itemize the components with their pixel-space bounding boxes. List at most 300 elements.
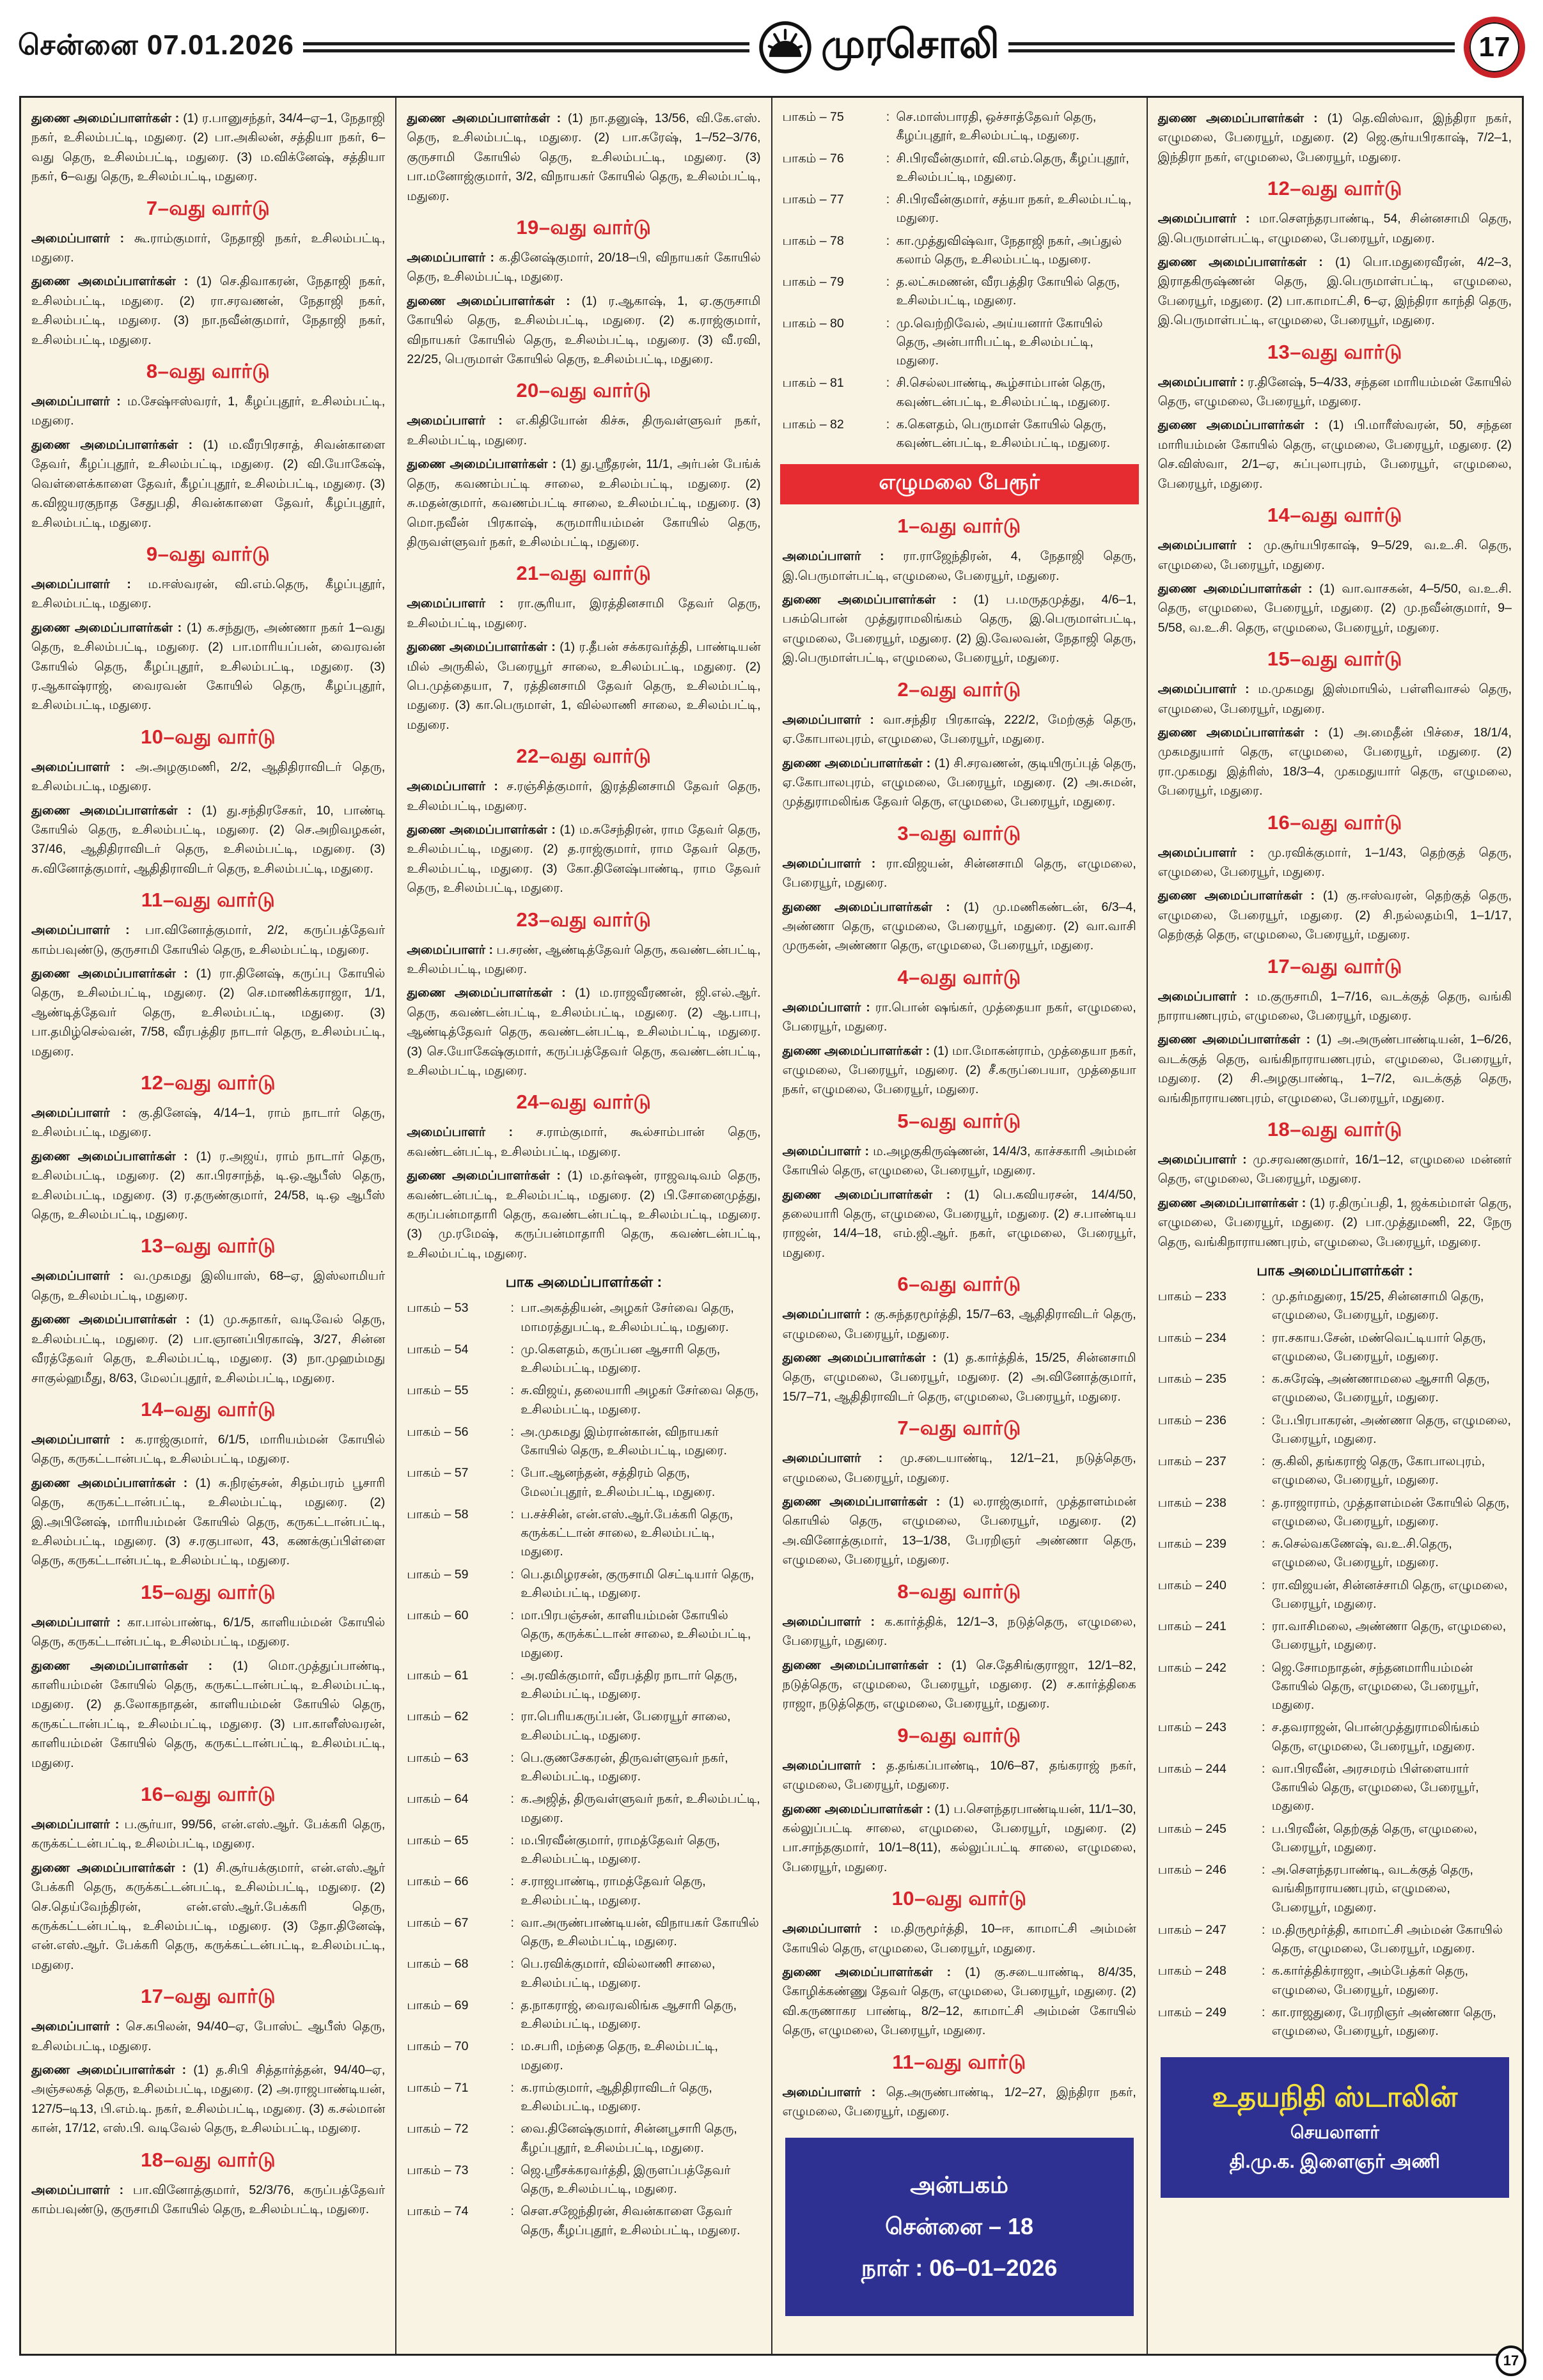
part-row bbox=[783, 108, 1136, 146]
organizer-label: அமைப்பாளர் : bbox=[1157, 212, 1250, 226]
part-text: ச.ராஜபாண்டி, ராமத்தேவர் தெரு, உசிலம்பட்டி, மதுரை. bbox=[521, 1874, 706, 1908]
organizer-label: துணை அமைப்பாளர்கள் : bbox=[1157, 725, 1319, 740]
organizer-paragraph bbox=[31, 2181, 385, 2220]
part-number: பாகம் – 80 bbox=[782, 316, 844, 331]
organizer-paragraph bbox=[31, 1103, 385, 1142]
organizer-text: வ.முகமது இலியாஸ், 68–ஏ, இஸ்லாமியர் தெரு, உசிலம்பட்டி, மதுரை. bbox=[31, 1269, 386, 1303]
organizer-label: அமைப்பாளர் : bbox=[31, 2019, 120, 2034]
ward-heading: 12–வது வார்டு bbox=[1267, 177, 1402, 200]
part-row bbox=[1158, 1412, 1512, 1449]
ward-heading: 1–வது வார்டு bbox=[897, 515, 1021, 538]
part-colon: : bbox=[1262, 1413, 1265, 1427]
part-row bbox=[407, 1566, 760, 1603]
organizer-label: துணை அமைப்பாளர்கள் : bbox=[1157, 1032, 1311, 1047]
organizer-label: துணை அமைப்பாளர்கள் : bbox=[1157, 111, 1318, 125]
organizer-text: (1) ம.ராஜவீரணன், ஜி.எல்.ஆர். தெரு, கவண்டன்பட்டி, உசிலம்பட்டி, மதுரை. (2) ஆ.பாபு, ஆண்டித்தேவர் தெரு, கவண்டன்பட்டி, உசிலம்பட்டி, மதுரை. (3) செ.யோகேஷ்குமார், கருப்பத்தேவர் தெரு, கவண்டன்பட்டி, உசிலம்பட்டி, மதுரை. bbox=[407, 986, 761, 1078]
part-number: பாகம் – 74 bbox=[407, 2204, 469, 2219]
organizer-paragraph bbox=[31, 1474, 385, 1571]
part-text: பெ.தமிழரசன், குருசாமி செட்டியார் தெரு, உசிலம்பட்டி, மதுரை. bbox=[521, 1567, 755, 1600]
part-text: சி.செல்லபாண்டி, கூழ்சாம்பான் தெரு, கவுண்டன்பட்டி, உசிலம்பட்டி, மதுரை. bbox=[896, 376, 1111, 409]
organizer-label: துணை அமைப்பாளர்கள் : bbox=[31, 1149, 188, 1163]
organizer-paragraph bbox=[407, 983, 760, 1080]
organizer-paragraph bbox=[1158, 416, 1512, 494]
part-number: பாகம் – 55 bbox=[407, 1383, 469, 1398]
part-row bbox=[407, 2120, 760, 2158]
organizer-label: துணை அமைப்பாளர்கள் : bbox=[407, 293, 570, 308]
organizer-label: துணை அமைப்பாளர்கள் : bbox=[782, 756, 931, 770]
part-text: த.நாகராஜ், வைரவலிங்க ஆசாரி தெரு, உசிலம்பட்டி, மதுரை. bbox=[521, 1998, 737, 2032]
organizer-text: (1) ர.தீபன் சக்கரவர்த்தி, பாண்டியன் மில் அருகில், பேரையூர் சாலை, உசிலம்பட்டி, மதுரை. (2) பெ.முத்தையா, 7, ரத்தினசாமி தேவர் தெரு, உசிலம்பட்டி, மதுரை. (3) கா.பெருமாள், 1, வில்லாணி சாலை, உசிலம்பட்டி, மதுரை. bbox=[407, 640, 761, 732]
part-row bbox=[407, 2037, 760, 2075]
part-colon: : bbox=[886, 233, 890, 248]
organizer-label: அமைப்பாளர் : bbox=[31, 1817, 120, 1832]
part-colon: : bbox=[1262, 1720, 1265, 1735]
part-row bbox=[407, 1667, 760, 1704]
part-number: பாகம் – 71 bbox=[407, 2080, 469, 2095]
organizer-label: அமைப்பாளர் : bbox=[1157, 538, 1252, 553]
part-row bbox=[407, 1299, 760, 1337]
organizer-label: துணை அமைப்பாளர்கள் : bbox=[782, 1658, 942, 1672]
organizer-label: அமைப்பாளர் : bbox=[1157, 1153, 1247, 1167]
part-text: ச.தவராஜன், பொன்முத்துராமலிங்கம் தெரு, எழுமலை, பேரையூர், மதுரை. bbox=[1271, 1720, 1480, 1754]
part-text: ரா.விஜயன், சின்னச்சாமி தெரு, எழுமலை, பேரையூர், மதுரை. bbox=[1271, 1578, 1508, 1611]
part-colon: : bbox=[1262, 1578, 1265, 1592]
column-2 bbox=[396, 98, 772, 2354]
organizer-label: அமைப்பாளர் : bbox=[782, 1451, 883, 1466]
part-text: சு.விஜய், தலையாரி அழகர் சேர்வை தெரு, உசிலம்பட்டி, மதுரை. bbox=[521, 1383, 759, 1417]
organizer-paragraph bbox=[783, 1348, 1136, 1406]
organizer-paragraph bbox=[783, 1449, 1136, 1488]
part-number: பாகம் – 247 bbox=[1157, 1922, 1226, 1937]
organizer-text: (1) மு.சுதாகர், வடிவேல் தெரு, உசிலம்பட்டி, மதுரை. (2) பா.ஞானப்பிரகாஷ், 3/27, சின்ன வீரத்தேவர் தெரு, உசிலம்பட்டி, மதுரை. (3) நா.முஹம்மது சாகுல்ஹமீது, 8/63, மேலப்புதூர், உசிலம்பட்டி, மதுரை. bbox=[31, 1312, 386, 1385]
organizer-label: அமைப்பாளர் : bbox=[782, 1144, 869, 1158]
organizer-label: துணை அமைப்பாளர்கள் : bbox=[407, 986, 566, 1000]
part-colon: : bbox=[510, 1998, 514, 2012]
part-row bbox=[407, 1464, 760, 1502]
ward-heading: 20–வது வார்டு bbox=[516, 379, 652, 402]
part-row bbox=[407, 2079, 760, 2117]
organizer-label: துணை அமைப்பாளர்கள் : bbox=[1157, 1195, 1306, 1210]
part-text: பெ.ரவிக்குமார், வில்லாணி சாலை, உசிலம்பட்டி, மதுரை. bbox=[521, 1957, 716, 1990]
organizer-paragraph bbox=[31, 1430, 385, 1469]
part-colon: : bbox=[510, 1957, 514, 1972]
part-row bbox=[783, 273, 1136, 311]
part-row bbox=[1158, 1576, 1512, 1614]
organizer-text: ம.சேஷ்ஈஸ்வரர், 1, கீழப்புதூர், உசிலம்பட்டி, மதுரை. bbox=[31, 394, 386, 428]
ward-heading: 16–வது வார்டு bbox=[141, 1783, 276, 1805]
organizer-label: அமைப்பாளர் : bbox=[782, 549, 884, 564]
organizer-text: (1) ரா.தினேஷ், கருப்பு கோயில் தெரு, உசிலம்பட்டி, மதுரை. (2) செ.மாணிக்கராஜா, 1/1, ஆண்டித்தேவர் தெரு, உசிலம்பட்டி, மதுரை. (3) பா.தமிழ்செல்வன், 7/58, வீரபத்திர நாடார் தெரு, உசிலம்பட்டி, மதுரை. bbox=[31, 967, 386, 1059]
part-number: பாகம் – 56 bbox=[407, 1424, 469, 1439]
organizer-label: அமைப்பாளர் : bbox=[782, 856, 876, 871]
organizer-text: (1) பெ.கவியரசன், 14/4/50, தலையாரி தெரு, எழுமலை, பேரையூர், மதுரை. (2) ச.பாண்டிய ராஜன், 14/4–18, எம்.ஜி.ஆர். நகர், எழுமலை, பேரையூர், மதுரை. bbox=[782, 1187, 1136, 1260]
organizer-text: (1) து.சந்திரசேகர், 10, பாண்டி கோயில் தெரு, உசிலம்பட்டி, மதுரை. (2) செ.அறிவழகன், 37/46, ஆதிதிராவிடர் தெரு, உசிலம்பட்டி, மதுரை. (3) சு.வினோத்குமார், ஆதிதிராவிடர் தெரு, உசிலம்பட்டி, மதுரை. bbox=[31, 803, 386, 876]
organizer-paragraph bbox=[31, 109, 385, 187]
organizer-label: அமைப்பாளர் : bbox=[31, 2182, 124, 2197]
ward-heading: 11–வது வார்டு bbox=[141, 889, 276, 912]
organizer-text: ம.அழகுகிருஷ்ணன், 14/4/3, காச்சகாரி அம்மன் கோயில் தெரு, எழுமலை, பேரையூர், மதுரை. bbox=[782, 1144, 1136, 1178]
column-1 bbox=[21, 98, 396, 2354]
organizer-paragraph bbox=[783, 1963, 1136, 2041]
part-row bbox=[407, 2161, 760, 2199]
part-number: பாகம் – 82 bbox=[782, 417, 844, 432]
notice-line: நாள் : 06–01–2026 bbox=[861, 2255, 1058, 2281]
part-colon: : bbox=[510, 1792, 514, 1807]
organizer-paragraph bbox=[1158, 723, 1512, 801]
masthead-rule-left bbox=[303, 42, 749, 52]
organizer-text: (1) சி.சூர்யக்குமார், என்.எஸ்.ஆர் பேக்கரி தெரு, கருக்கட்டன்பட்டி, உசிலம்பட்டி, மதுரை. (2) செ.தெய்வேந்திரன், என்.எஸ்.ஆர்.பேக்கரி தெரு, கருக்கட்டன்பட்டி, உசிலம்பட்டி, மதுரை. (3) தோ.தினேஷ், என்.எஸ்.ஆர். பேக்கரி தெரு, கருக்கட்டன்பட்டி, உசிலம்பட்டி, மதுரை. bbox=[31, 1860, 386, 1972]
organizer-paragraph bbox=[31, 1310, 385, 1388]
organizer-text: ச.ரஞ்சித்குமார், இரத்தினசாமி தேவர் தெரு, உசிலம்பட்டி, மதுரை. bbox=[407, 779, 761, 813]
organizer-label: அமைப்பாளர் : bbox=[407, 414, 503, 428]
part-number: பாகம் – 53 bbox=[407, 1301, 469, 1316]
organizer-paragraph bbox=[31, 964, 385, 1061]
organizer-text: அ.அழகுமணி, 2/2, ஆதிதிராவிடர் தெரு, உசிலம்பட்டி, மதுரை. bbox=[31, 759, 386, 794]
organizer-label: அமைப்பாளர் : bbox=[31, 1432, 125, 1447]
part-colon: : bbox=[510, 1750, 514, 1765]
part-row bbox=[407, 1955, 760, 1993]
organizer-text: செ.கபிலன், 94/40–ஏ, போஸ்ட் ஆபீஸ் தெரு, உசிலம்பட்டி, மதுரை. bbox=[31, 2019, 386, 2053]
organizer-label: துணை அமைப்பாளர்கள் : bbox=[31, 1658, 213, 1673]
organizer-text: (1) ர.அஜய், ராம் நாடார் தெரு, உசிலம்பட்டி, மதுரை. (2) கா.பிரசாந்த், டி.ஒ.ஆபீஸ் தெரு, உசிலம்பட்டி, மதுரை. (3) ர.தருண்குமார், 24/58, டி.ஒ ஆபீஸ் தெரு, உசிலம்பட்டி, மதுரை. bbox=[31, 1149, 386, 1222]
organizer-paragraph bbox=[31, 1858, 385, 1975]
part-text: மு.கௌதம், கருப்பன ஆசாரி தெரு, உசிலம்பட்டி, மதுரை. bbox=[521, 1342, 721, 1376]
part-text: பெ.குணசேகரன், திருவள்ளுவர் நகர், உசிலம்பட்டி, மதுரை. bbox=[521, 1750, 728, 1784]
organizer-label: அமைப்பாளர் : bbox=[407, 779, 498, 794]
organizer-label: துணை அமைப்பாளர்கள் : bbox=[407, 111, 561, 125]
organizer-label: அமைப்பாளர் : bbox=[31, 759, 125, 774]
part-colon: : bbox=[1262, 1922, 1265, 1937]
organizer-text: (1) கு.சடையாண்டி, 8/4/35, கோழிக்கண்ணு தேவர் தெரு, எழுமலை, பேரையூர், மதுரை. (2) வி.கருணாகர பாண்டி, 8/2–12, காமாட்சி அம்மன் கோயில் தெரு, எழுமலை, பேரையூர், மதுரை. bbox=[782, 1964, 1136, 2038]
organizer-paragraph bbox=[1158, 1194, 1512, 1252]
organizer-paragraph bbox=[1158, 253, 1512, 331]
organizer-paragraph bbox=[1158, 373, 1512, 412]
organizer-text: ச.ராம்குமார், கூல்சாம்பான் தெரு, கவண்டன்பட்டி, உசிலம்பட்டி, மதுரை. bbox=[407, 1125, 761, 1159]
organizer-label: அமைப்பாளர் : bbox=[31, 1269, 124, 1284]
organizer-text: ர.தினேஷ், 5–4/33, சந்தன மாரியம்மன் கோயில் தெரு, எழுமலை, பேரையூர், மதுரை. bbox=[1157, 375, 1512, 409]
ward-heading: 7–வது வார்டு bbox=[146, 196, 270, 219]
organizer-paragraph bbox=[31, 801, 385, 879]
organizer-text: எ.கிதியோன் கிச்சு, திருவள்ளுவர் நகர், உசிலம்பட்டி, மதுரை. bbox=[407, 414, 761, 447]
part-colon: : bbox=[1262, 1660, 1265, 1675]
part-number: பாகம் – 242 bbox=[1157, 1660, 1226, 1675]
organizer-label: துணை அமைப்பாளர்கள் : bbox=[31, 1312, 190, 1327]
column-3 bbox=[772, 98, 1148, 2354]
ward-heading: 9–வது வார்டு bbox=[897, 1723, 1021, 1746]
organizer-paragraph bbox=[783, 1800, 1136, 1878]
organizer-text: (1) பொ.மதுரைவீரன், 4/2–3, இராதகிருஷ்ணன் தெரு, இ.பெருமாள்பட்டி, எழுமலை, பேரையூர், மதுரை. (2) பா.காமாட்சி, 6–ஏ, இந்திரா காந்தி தெரு, இ.பெருமாள்பட்டி, எழுமலை, பேரையூர், மதுரை. bbox=[1157, 255, 1512, 328]
part-text: பே.பிரபாகரன், அண்ணா தெரு, எழுமலை, பேரையூர், மதுரை. bbox=[1271, 1413, 1511, 1446]
part-row bbox=[1158, 1962, 1512, 2000]
ward-heading: 18–வது வார்டு bbox=[141, 2148, 276, 2171]
part-row bbox=[1158, 1659, 1512, 1715]
part-colon: : bbox=[510, 1709, 514, 1724]
organizer-paragraph bbox=[31, 1147, 385, 1225]
part-number: பாகம் – 75 bbox=[782, 110, 844, 124]
organizer-text: மு.சூர்யபிரகாஷ், 9–5/29, வ.உ.சி. தெரு, எழுமலை, பேரையூர், மதுரை. bbox=[1157, 538, 1512, 572]
part-colon: : bbox=[1262, 1821, 1265, 1836]
organizer-text: (1) த.சிபி சித்தார்த்தன், 94/40–ஏ, அஞ்சலகத் தெரு, உசிலம்பட்டி, மதுரை. (2) அ.ராஜபாண்டியன், 127/5–டி13, பி.எம்.டி. நகர், உசிலம்பட்டி, மதுரை. (3) க.சல்மான் கான், 17/12, எஸ்.பி. வடிவேல் தெரு, உசிலம்பட்டி, மதுரை. bbox=[31, 2063, 386, 2136]
organizer-paragraph bbox=[407, 1166, 760, 1263]
part-row bbox=[783, 416, 1136, 453]
part-text: அ.ரவிக்குமார், வீரபத்திர நாடார் தெரு, உசிலம்பட்டி, மதுரை. bbox=[521, 1668, 737, 1702]
part-colon: : bbox=[510, 1833, 514, 1847]
part-row bbox=[783, 232, 1136, 270]
ward-heading: 23–வது வார்டு bbox=[516, 908, 652, 931]
town-banner: எழுமலை பேரூர் bbox=[780, 464, 1139, 504]
organizer-paragraph bbox=[783, 998, 1136, 1037]
part-number: பாகம் – 59 bbox=[407, 1567, 469, 1582]
organizer-paragraph bbox=[31, 392, 385, 431]
organizer-label: அமைப்பாளர் : bbox=[782, 1922, 878, 1936]
organizer-text: (1) மா.மோகன்ராம், முத்தையா நகர், எழுமலை, பேரையூர், மதுரை. (2) சீ.கருப்பையா, முத்தையா நகர், எழுமலை, பேரையூர், மதுரை. bbox=[782, 1043, 1136, 1097]
organizer-paragraph bbox=[31, 229, 385, 268]
signatory-name: உதயநிதி ஸ்டாலின் bbox=[1212, 2081, 1458, 2113]
organizer-paragraph bbox=[407, 292, 760, 369]
organizer-text: (1) பி.மாரீஸ்வரன், 50, சந்தன மாரியம்மன் கோயில் தெரு, எழுமலை, பேரையூர், மதுரை. (2) செ.விஸ்வா, 2/1–ஏ, சுப்புலாபுரம், பேரையூர், எழுமலை, பேரையூர், மதுரை. bbox=[1157, 418, 1512, 491]
part-colon: : bbox=[510, 1874, 514, 1889]
part-text: சி.பிரவீன்குமார், சத்யா நகர், உசிலம்பட்டி, மதுரை. bbox=[896, 192, 1132, 226]
part-text: சௌ.சஜேந்திரன், சிவன்காளை தேவர் தெரு, கீழப்புதூர், உசிலம்பட்டி, மதுரை. bbox=[521, 2204, 740, 2237]
ward-heading: 15–வது வார்டு bbox=[1267, 648, 1402, 671]
organizer-label: துணை அமைப்பாளர்கள் : bbox=[31, 1860, 187, 1875]
part-colon: : bbox=[510, 2204, 514, 2219]
organizer-text: (1) மு.மணிகண்டன், 6/3–4, அண்ணா தெரு, எழுமலை, பேரையூர், மதுரை. (2) வா.வாசி முருகன், அண்ணா தெரு, எழுமலை, பேரையூர், மதுரை. bbox=[782, 899, 1136, 953]
part-number: பாகம் – 248 bbox=[1157, 1964, 1226, 1979]
part-number: பாகம் – 245 bbox=[1157, 1821, 1226, 1836]
notice-line: அன்பகம் bbox=[910, 2172, 1008, 2198]
organizer-label: அமைப்பாளர் : bbox=[407, 251, 494, 265]
part-colon: : bbox=[1262, 2005, 1265, 2019]
organizer-label: துணை அமைப்பாளர்கள் : bbox=[31, 437, 193, 452]
part-row bbox=[1158, 1617, 1512, 1655]
part-number: பாகம் – 233 bbox=[1157, 1289, 1226, 1304]
organizer-paragraph bbox=[31, 921, 385, 960]
part-number: பாகம் – 240 bbox=[1157, 1578, 1226, 1592]
organizer-paragraph bbox=[407, 455, 760, 552]
organizer-paragraph bbox=[783, 1142, 1136, 1181]
part-text: ம.பிரவீன்குமார், ராமத்தேவர் தெரு, உசிலம்பட்டி, மதுரை. bbox=[521, 1833, 720, 1867]
organizer-label: துணை அமைப்பாளர்கள் : bbox=[31, 620, 182, 635]
organizer-paragraph bbox=[783, 2083, 1136, 2122]
part-text: அ.முகமது இம்ரான்கான், விநாயகர் கோயில் தெரு, உசிலம்பட்டி, மதுரை. bbox=[521, 1424, 727, 1458]
organizer-label: அமைப்பாளர் : bbox=[782, 2085, 876, 2099]
organizer-label: துணை அமைப்பாளர்கள் : bbox=[31, 111, 180, 125]
organizer-paragraph bbox=[407, 777, 760, 816]
part-colon: : bbox=[886, 417, 890, 432]
part-row bbox=[407, 2202, 760, 2240]
part-text: க.சுரேஷ், அண்ணாமலை ஆசாரி தெரு, எழுமலை, பேரையூர், மதுரை. bbox=[1271, 1372, 1490, 1405]
organizer-text: (1) ர.திருப்பதி, 1, ஜக்கம்மாள் தெரு, எழுமலை, பேரையூர், மதுரை. (2) பா.முத்துமணி, 22, நேரு தெரு, வங்கிநாராயணபுரம், எழுமலை, பேரையூர், மதுரை. bbox=[1157, 1195, 1512, 1249]
part-text: ரா.வாசிமலை, அண்ணா தெரு, எழுமலை, பேரையூர், மதுரை. bbox=[1271, 1619, 1507, 1653]
organizer-paragraph bbox=[1158, 109, 1512, 167]
masthead-title: முரசொலி bbox=[821, 22, 1000, 66]
organizer-paragraph bbox=[31, 758, 385, 797]
part-text: போ.ஆனந்தன், சத்திரம் தெரு, மேலப்புதூர், உசிலம்பட்டி, மதுரை. bbox=[521, 1466, 716, 1499]
ward-heading: 15–வது வார்டு bbox=[141, 1580, 276, 1603]
organizer-text: வா.சந்திர பிரகாஷ், 222/2, மேற்குத் தெரு, ஏ.கோபாலபுரம், எழுமலை, பேரையூர், மதுரை. bbox=[782, 712, 1136, 747]
organizer-paragraph bbox=[407, 411, 760, 450]
organizer-paragraph bbox=[407, 820, 760, 898]
part-number: பாகம் – 66 bbox=[407, 1874, 469, 1889]
organizer-text: (1) சி.சரவணன், குடியிருப்புத் தெரு, ஏ.கோபாலபுரம், எழுமலை, பேரையூர், மதுரை. (2) அ.சுமன், முத்துராமலிங்க தேவர் தெரு, எழுமலை, பேரையூர், மதுரை. bbox=[782, 756, 1136, 809]
signatory-organisation: தி.மு.க. இளைஞர் அணி bbox=[1229, 2151, 1440, 2173]
organizer-label: துணை அமைப்பாளர்கள் : bbox=[782, 593, 957, 607]
organizer-label: துணை அமைப்பாளர்கள் : bbox=[407, 457, 557, 472]
organizer-label: துணை அமைப்பாளர்கள் : bbox=[782, 1964, 952, 1979]
part-colon: : bbox=[1262, 1964, 1265, 1979]
signature-box bbox=[1161, 2057, 1509, 2198]
organizer-paragraph bbox=[783, 754, 1136, 812]
organizer-text: (1) க.சந்துரு, அண்ணா நகர் 1–வது தெரு, உசிலம்பட்டி, மதுரை. (2) பா.மாரியப்பன், வைரவன் கோயில் தெரு, கீழப்புதூர், உசிலம்பட்டி, மதுரை. (3) ர.ஆகாஷ்ராஜ், வைரவன் கோயில் தெரு, கீழப்புதூர், உசிலம்பட்டி, மதுரை. bbox=[31, 620, 386, 713]
part-number: பாகம் – 76 bbox=[782, 151, 844, 166]
part-number: பாகம் – 63 bbox=[407, 1750, 469, 1765]
organizer-paragraph bbox=[783, 1612, 1136, 1651]
part-number: பாகம் – 238 bbox=[1157, 1495, 1226, 1510]
part-row bbox=[1158, 1921, 1512, 1959]
ward-heading: 10–வது வார்டு bbox=[891, 1887, 1027, 1910]
part-text: க.அஜித், திருவள்ளுவர் நகர், உசிலம்பட்டி, மதுரை. bbox=[521, 1792, 760, 1825]
organizer-text: (1) ர.பானுசந்தர், 34/4–ஏ–1, நேதாஜி நகர், உசிலம்பட்டி, மதுரை. (2) பா.அகிலன், சத்தியா நகர், 6–வது தெரு, உசிலம்பட்டி, மதுரை. (3) ம.விக்னேஷ், சத்தியா நகர், 6–வது தெரு, உசிலம்பட்டி, மதுரை. bbox=[31, 111, 386, 184]
ward-heading: 5–வது வார்டு bbox=[897, 1109, 1021, 1132]
part-row bbox=[783, 191, 1136, 228]
organizer-paragraph bbox=[407, 1123, 760, 1162]
part-row bbox=[783, 150, 1136, 187]
organizer-label: அமைப்பாளர் : bbox=[782, 1614, 875, 1629]
part-number: பாகம் – 243 bbox=[1157, 1720, 1226, 1735]
organizer-paragraph bbox=[31, 435, 385, 533]
organizer-text: மு.ரவிக்குமார், 1–1/43, தெற்குத் தெரு, எழுமலை, பேரையூர், மதுரை. bbox=[1157, 845, 1512, 879]
organizer-text: கூ.ராம்குமார், நேதாஜி நகர், உசிலம்பட்டி, மதுரை. bbox=[31, 231, 386, 265]
organizer-label: அமைப்பாளர் : bbox=[782, 1000, 870, 1015]
organizer-text: (1) செ.தேசிங்குராஜா, 12/1–82, நடுத்தெரு, எழுமலை, பேரையூர், மதுரை. (2) ச.கார்த்திகை ராஜா, நடுத்தெரு, எழுமலை, பேரையூர், மதுரை. bbox=[782, 1658, 1136, 1711]
organizer-paragraph bbox=[1158, 536, 1512, 575]
part-text: ஜெ.சோமநாதன், சந்தனமாரியம்மன் கோயில் தெரு, எழுமலை, பேரையூர், மதுரை. bbox=[1271, 1660, 1479, 1713]
organizer-text: கா.பால்பாண்டி, 6/1/5, காளியம்மன் கோயில் தெரு, கருகட்டான்பட்டி, உசிலம்பட்டி, மதுரை. bbox=[31, 1615, 386, 1649]
part-row bbox=[783, 374, 1136, 412]
organizer-text: (1) ல.ராஜ்குமார், முத்தாளம்மன் கொயில் தெரு, எழுமலை, பேரையூர், மதுரை. (2) அ.வினோத்குமார், 13–1/38, பேரறிஞர் அண்ணா தெரு, எழுமலை, பேரையூர், மதுரை. bbox=[782, 1495, 1136, 1567]
organizer-text: ரா.ராஜேந்திரன், 4, நேதாஜி தெரு, இ.பெருமாள்பட்டி, எழுமலை, பேரையூர், மதுரை. bbox=[782, 549, 1136, 583]
organizer-label: துணை அமைப்பாளர்கள் : bbox=[407, 1169, 561, 1183]
part-row bbox=[1158, 1287, 1512, 1325]
part-text: ப.சச்சின், என்.எஸ்.ஆர்.பேக்கரி தெரு, கருக்கட்டான் சாலை, உசிலம்பட்டி, மதுரை. bbox=[521, 1507, 733, 1559]
organizer-paragraph bbox=[31, 575, 385, 614]
organizer-label: அமைப்பாளர் : bbox=[31, 1106, 127, 1121]
part-text: ப.பிரவீன், தெற்குத் தெரு, எழுமலை, பேரையூர், மதுரை. bbox=[1271, 1821, 1478, 1855]
organizer-text: ம.திருமூர்த்தி, 10–ஈ, காமாட்சி அம்மன் கோயில் தெரு, எழுமலை, பேரையூர், மதுரை. bbox=[782, 1922, 1136, 1956]
organizer-label: அமைப்பாளர் : bbox=[407, 596, 504, 611]
organizer-paragraph bbox=[407, 637, 760, 735]
part-row bbox=[407, 1872, 760, 1910]
part-colon: : bbox=[886, 275, 890, 289]
part-text: கா.முத்துவிஷ்வா, நேதாஜி நகர், அப்துல் கலாம் தெரு, உசிலம்பட்டி, மதுரை. bbox=[896, 233, 1122, 267]
organizer-text: ரா.சூரியா, இரத்தினசாமி தேவர் தெரு, உசிலம்பட்டி, மதுரை. bbox=[407, 596, 761, 630]
organizer-text: (1) நா.தனுஷ், 13/56, வி.கே.எஸ். தெரு, உசிலம்பட்டி, மதுரை. (2) பா.சுரேஷ், 1–/52–3/76, குருசாமி கோயில் தெரு, உசிலம்பட்டி, மதுரை. (3) பா.மனோஜ்குமார், 3/2, விநாயகர் கோயில் தெரு, உசிலம்பட்டி, மதுரை. bbox=[407, 111, 761, 203]
organizer-label: அமைப்பாளர் : bbox=[1157, 375, 1244, 389]
organizer-paragraph bbox=[783, 1185, 1136, 1263]
part-colon: : bbox=[510, 1915, 514, 1930]
part-text: வை.தினேஷ்குமார், சின்னபூசாரி தெரு, கீழப்புதூர், உசிலம்பட்டி, மதுரை. bbox=[521, 2122, 737, 2155]
organizer-label: துணை அமைப்பாளர்கள் : bbox=[782, 1495, 941, 1509]
organizer-text: பா.வினோத்குமார், 52/3/76, கருப்பத்தேவர் காம்பவுண்டு, குருசாமி கோயில் தெரு, உசிலம்பட்டி, மதுரை. bbox=[31, 2182, 386, 2217]
organizer-text: த.தங்கப்பாண்டி, 10/6–87, தங்கராஜ் நகர், எழுமலை, பேரையூர், மதுரை. bbox=[782, 1758, 1136, 1793]
organizer-paragraph bbox=[783, 1919, 1136, 1958]
part-text: கா.ராஜதுரை, பேரறிஞர் அண்ணா தெரு, எழுமலை, பேரையூர், மதுரை. bbox=[1271, 2005, 1496, 2039]
ward-heading: 6–வது வார்டு bbox=[897, 1273, 1021, 1296]
part-colon: : bbox=[510, 1342, 514, 1357]
organizer-paragraph bbox=[783, 710, 1136, 749]
ward-heading: 2–வது வார்டு bbox=[897, 678, 1021, 701]
masthead bbox=[0, 0, 1543, 95]
part-text: அ.சௌந்தரபாண்டி, வடக்குத் தெரு, வங்கிநாராயணபுரம், எழுமலை, பேரையூர், மதுரை. bbox=[1271, 1863, 1473, 1915]
part-row bbox=[407, 1914, 760, 1952]
organizer-label: துணை அமைப்பாளர்கள் : bbox=[1157, 889, 1315, 903]
part-colon: : bbox=[1262, 1495, 1265, 1510]
organizer-paragraph bbox=[783, 1041, 1136, 1100]
organizer-label: துணை அமைப்பாளர்கள் : bbox=[1157, 255, 1323, 270]
organizer-text: தெ.அருண்பாண்டி, 1/2–27, இந்திரா நகர், எழுமலை, பேரையூர், மதுரை. bbox=[782, 2085, 1136, 2119]
organizer-text: (1) ம.தர்ஷன், ராஜவடிவம் தெரு, கவண்டன்பட்டி, உசிலம்பட்டி, மதுரை. (2) பி.சோனைமுத்து, கருப்பன்மாதாரி தெரு, கவண்டன்பட்டி, உசிலம்பட்டி, மதுரை. (3) மு.ரமேஷ், கருப்பன்மாதாரி தெரு, கவண்டன்பட்டி, உசிலம்பட்டி, மதுரை. bbox=[407, 1169, 761, 1261]
organizer-text: (1) செ.திவாகரன், நேதாஜி நகர், உசிலம்பட்டி, மதுரை. (2) ரா.சரவணன், நேதாஜி நகர், உசிலம்பட்டி, மதுரை. (3) நா.நவீன்குமார், நேதாஜி நகர், உசிலம்பட்டி, மதுரை. bbox=[31, 274, 386, 347]
part-row bbox=[1158, 1718, 1512, 1756]
part-number: பாகம் – 69 bbox=[407, 1998, 469, 2012]
organizer-paragraph bbox=[783, 1756, 1136, 1795]
organizer-text: (1) சு.நிரஞ்சன், சிதம்பரம் பூசாரி தெரு, கருகட்டான்பட்டி, உசிலம்பட்டி, மதுரை. (2) இ.அபினேஷ், மாரியம்மன் கோயில் தெரு, கருகட்டான்பட்டி, உசிலம்பட்டி, மதுரை. (3) ச.ரகுபாலா, 43, கணக்குப்பிள்ளை தெரு, கருகட்டான்பட்டி, உசிலம்பட்டி, மதுரை. bbox=[31, 1475, 386, 1568]
organizer-paragraph bbox=[1158, 1150, 1512, 1189]
part-colon: : bbox=[1262, 1454, 1265, 1469]
ward-heading: 8–வது வார்டு bbox=[146, 360, 270, 383]
part-colon: : bbox=[1262, 1289, 1265, 1304]
part-text: செ.மாஸ்பாரதி, ஒச்சாத்தேவர் தெரு, கீழப்புதூர், உசிலம்பட்டி, மதுரை. bbox=[896, 110, 1097, 143]
organizer-text: கு.சுந்தரமூர்த்தி, 15/7–63, ஆதிதிராவிடர் தெரு, எழுமலை, பேரையூர், மதுரை. bbox=[782, 1307, 1136, 1341]
organizer-paragraph bbox=[31, 2060, 385, 2138]
organizer-label: துணை அமைப்பாளர்கள் : bbox=[407, 822, 556, 837]
part-number: பாகம் – 60 bbox=[407, 1608, 469, 1623]
organizer-label: அமைப்பாளர் : bbox=[1157, 845, 1255, 860]
part-number: பாகம் – 54 bbox=[407, 1342, 469, 1357]
murasoli-rising-sun-logo-icon bbox=[758, 20, 812, 74]
part-colon: : bbox=[886, 151, 890, 166]
organizer-text: (1) தெ.விஸ்வா, இந்திரா நகர், எழுமலை, பேரையூர், மதுரை. (2) ஜெ.சூர்யபிரகாஷ், 7/2–1, இந்திரா நகர், எழுமலை, பேரையூர், மதுரை. bbox=[1157, 111, 1512, 164]
ward-heading: 17–வது வார்டு bbox=[141, 1985, 276, 2008]
ward-heading: 12–வது வார்டு bbox=[141, 1071, 276, 1094]
part-row bbox=[1158, 1370, 1512, 1408]
organizer-label: துணை அமைப்பாளர்கள் : bbox=[31, 274, 189, 289]
organizer-paragraph bbox=[783, 1305, 1136, 1344]
organizer-paragraph bbox=[783, 1656, 1136, 1714]
ward-heading: 9–வது வார்டு bbox=[146, 542, 270, 565]
part-colon: : bbox=[886, 376, 890, 391]
organizer-text: (1) து.ஸ்ரீதரன், 11/1, அர்பன் பேங்க் தெரு, கவணம்பட்டி சாலை, உசிலம்பட்டி, மதுரை. (2) சு.மதன்குமார், கவணம்பட்டி சாலை, உசிலம்பட்டி, மதுரை. (3) மொ.நவீன் பிரகாஷ், கருமாரியம்மன் கோயில் தெரு, திருவள்ளுவர் நகர், உசிலம்பட்டி, மதுரை. bbox=[407, 457, 761, 549]
part-colon: : bbox=[1262, 1372, 1265, 1387]
organizer-label: அமைப்பாளர் : bbox=[782, 1758, 876, 1773]
organizer-label: அமைப்பாளர் : bbox=[407, 942, 493, 957]
organizer-text: (1) அ.அருண்பாண்டியன், 1–6/26, வடக்குத் தெரு, வங்கிநாராயணபுரம், எழுமலை, பேரையூர், மதுரை. (2) சி.அழகுபாண்டி, 1–7/2, வடக்குத் தெரு, வங்கிநாராயணபுரம், எழுமலை, பேரையூர், மதுரை. bbox=[1157, 1032, 1512, 1105]
part-number: பாகம் – 67 bbox=[407, 1915, 469, 1930]
organizer-text: ரா.விஜயன், சின்னசாமி தெரு, எழுமலை, பேரையூர், மதுரை. bbox=[782, 856, 1136, 891]
part-number: பாகம் – 235 bbox=[1157, 1372, 1226, 1387]
part-colon: : bbox=[510, 2080, 514, 2095]
part-text: ம.சபரி, மந்தை தெரு, உசிலம்பட்டி, மதுரை. bbox=[521, 2039, 718, 2073]
part-text: க.கார்த்திக்ராஜா, அம்பேத்கர் தெரு, எழுமலை, பேரையூர், மதுரை. bbox=[1271, 1964, 1469, 1997]
part-colon: : bbox=[1262, 1619, 1265, 1634]
organizer-text: மு.சரவணகுமார், 16/1–12, எழுமலை மன்னர் தெரு, எழுமலை, பேரையூர், மதுரை. bbox=[1157, 1153, 1512, 1186]
part-text: சு.செல்வகணேஷ், வ.உ.சி.தெரு, எழுமலை, பேரையூர், மதுரை. bbox=[1271, 1537, 1452, 1570]
part-text: த.ராஜாராம், முத்தாளம்மன் கோயில் தெரு, எழுமலை, பேரையூர், மதுரை. bbox=[1271, 1495, 1510, 1528]
part-row bbox=[1158, 1494, 1512, 1532]
part-colon: : bbox=[510, 1567, 514, 1582]
part-colon: : bbox=[510, 1608, 514, 1623]
